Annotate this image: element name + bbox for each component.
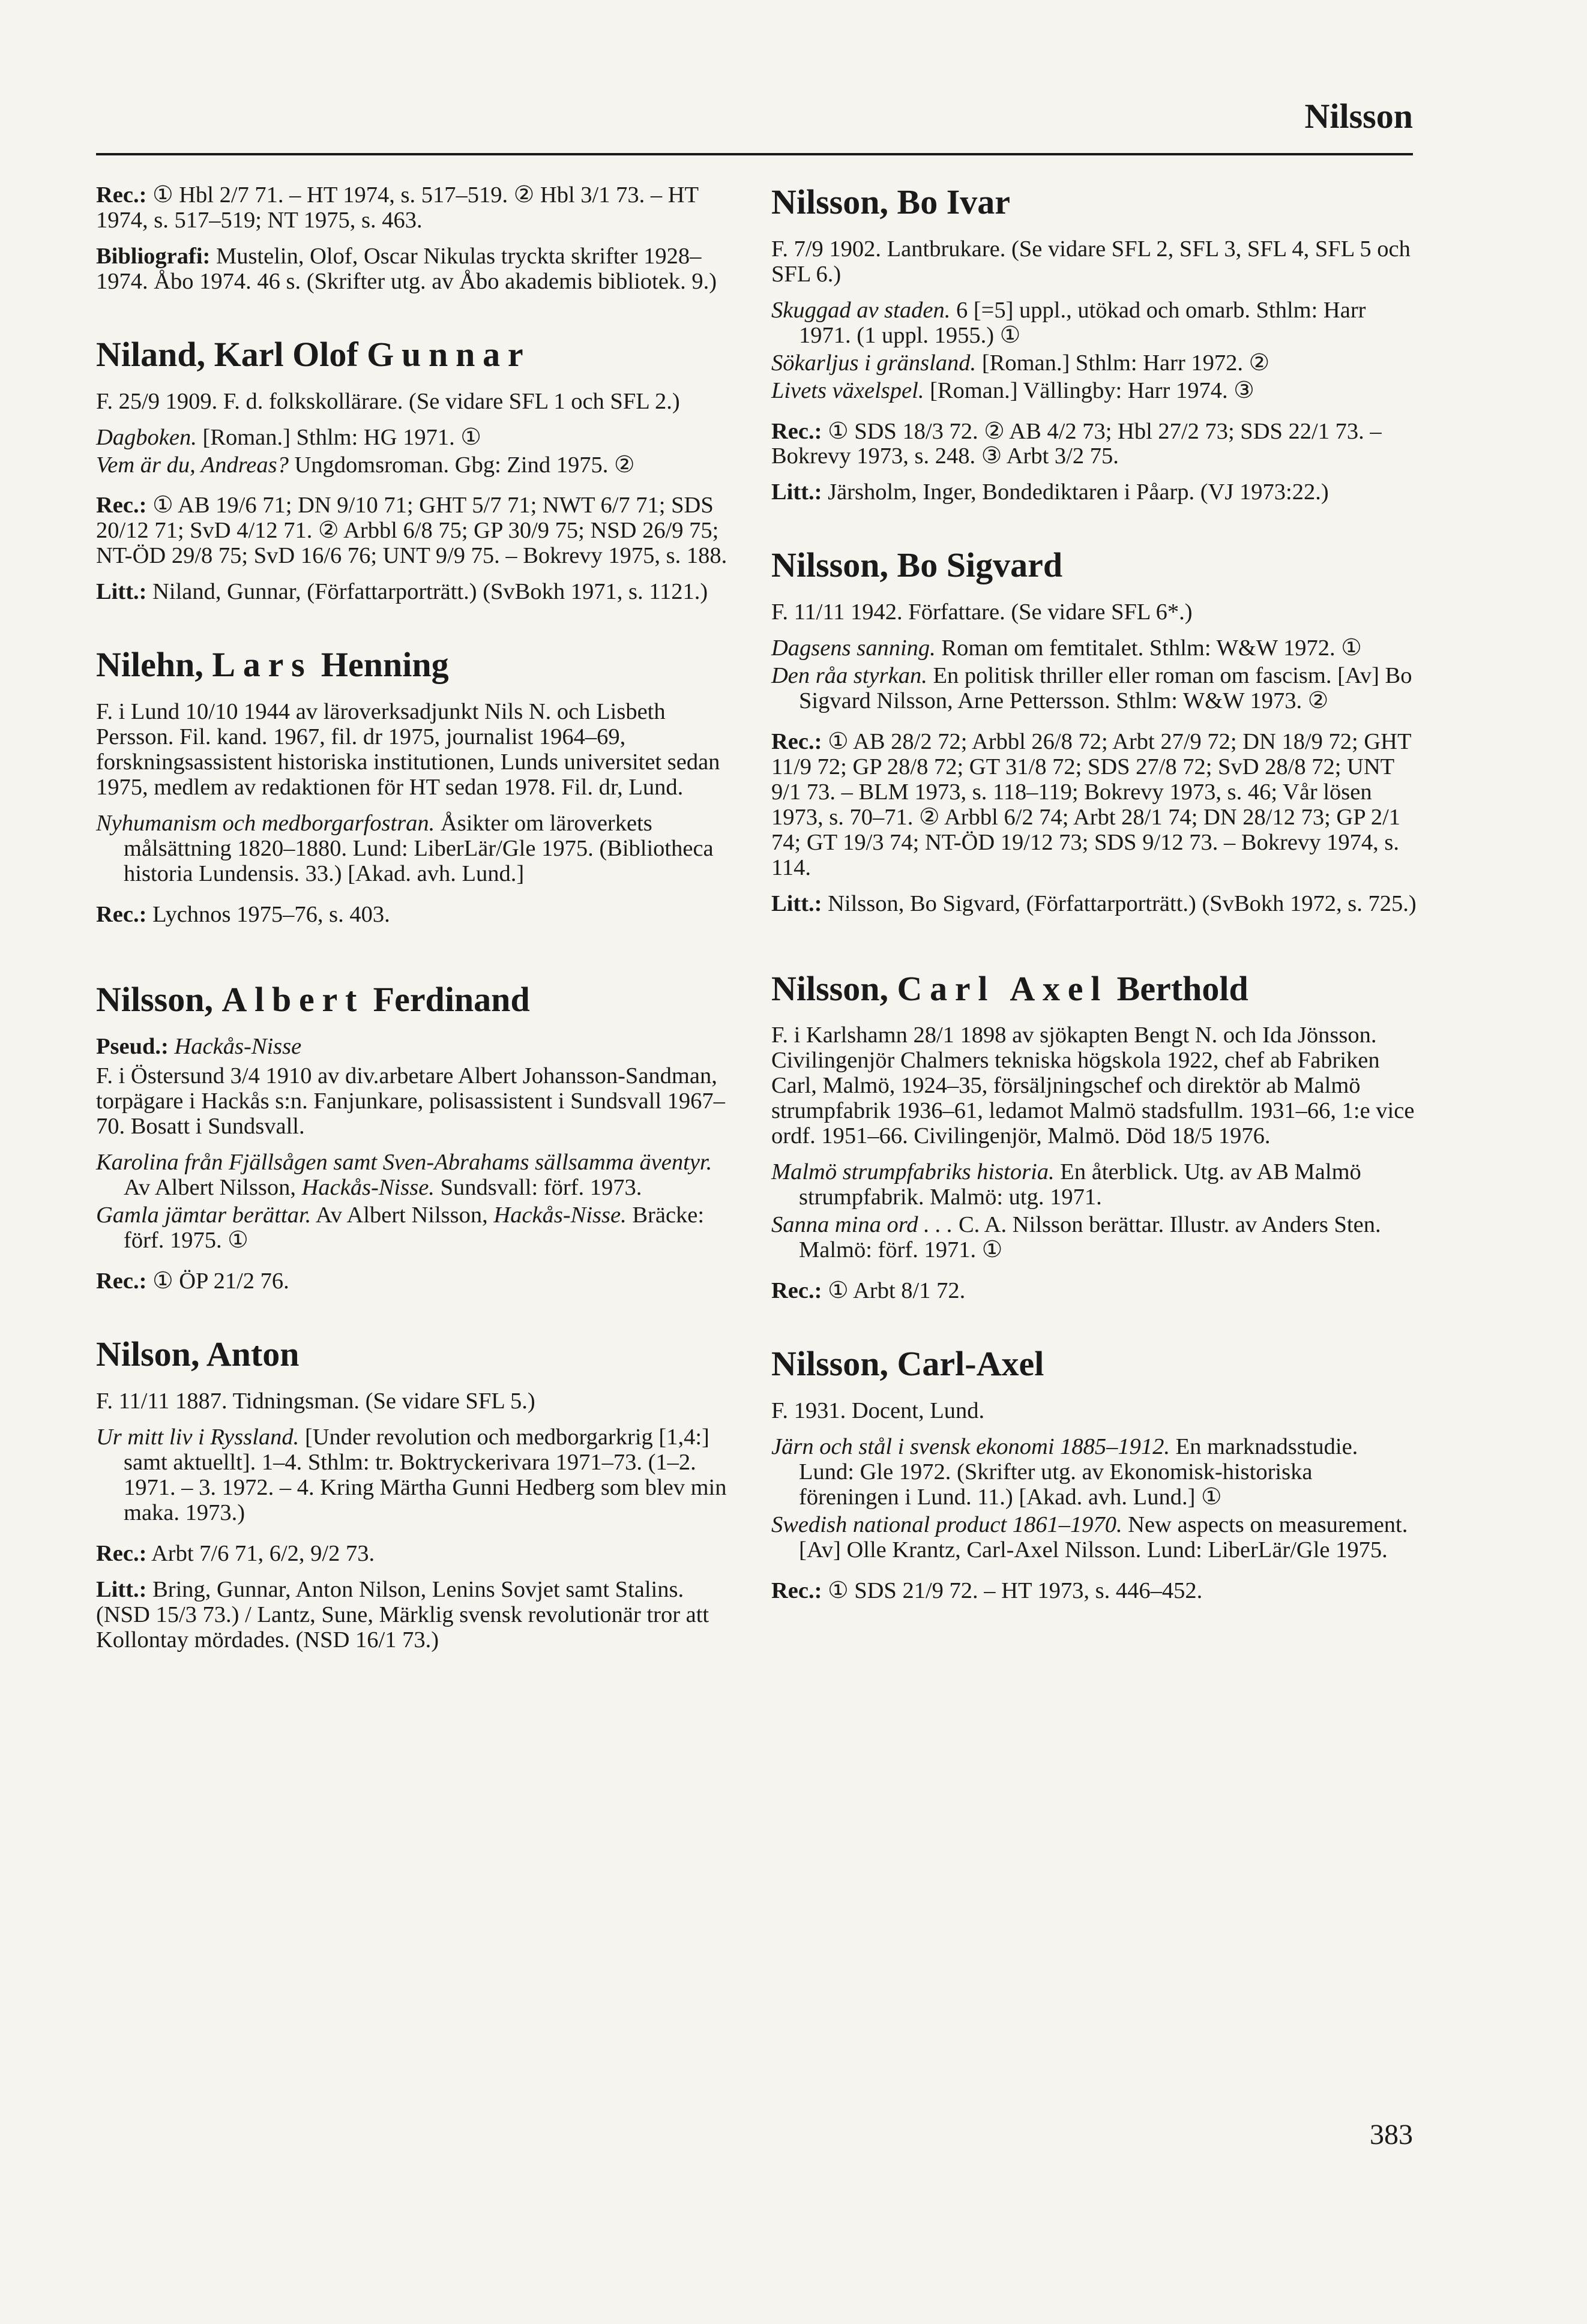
work-item: Sökarljus i gränsland. [Roman.] Sthlm: Harr 1972. ② [771, 350, 1270, 376]
entry-bio: F. i Östersund 3/4 1910 av div.arbetare Albert Johansson-Sandman, torpägare i Hackås s:n. Fanjunkare, polisassistent i Sundsvall 1967–70. Bosatt i Sundsvall. [96, 1063, 725, 1139]
entry-heading-bo-ivar: Nilsson, Bo Ivar [771, 182, 1011, 221]
entry-heading-carl-axel: Nilsson, Carl-Axel [771, 1344, 1044, 1383]
entry-heading-nilehn: Nilehn, Lars Henning [96, 645, 449, 685]
work-item: Gamla jämtar berättar. Av Albert Nilsson, Hackås-Nisse. Bräcke: förf. 1975. ① [96, 1203, 705, 1254]
entry-bio: F. i Lund 10/10 1944 av läroverksadjunkt Nils N. och Lisbeth Persson. Fil. kand. 1967, fil. dr 1975, journalist 1964–69, forskningsassistent historiska institutionen, Lunds universitet sedan 1975, medlem av redaktionen för HT sedan 1978. Fil. dr, Lund. [96, 699, 720, 800]
right-column [771, 183, 1417, 1614]
work-item: Malmö strumpfabriks historia. En återblick. Utg. av AB Malmö strumpfabrik. Malmö: utg. 1971. [771, 1159, 1361, 1210]
entry-heading-niland: Niland, Karl Olof Gunnar [96, 334, 531, 374]
entry-heading-carl-axel-berthold: Nilsson, Carl Axel Berthold [771, 968, 1248, 1008]
entry-heading-bo-sigvard: Nilsson, Bo Sigvard [771, 545, 1063, 585]
entry-reviews: Rec.: ① Arbt 8/1 72. [771, 1278, 966, 1304]
work-item: Den råa styrkan. En politisk thriller eller roman om fascism. [Av] Bo Sigvard Nilsson, Arne Pettersson. Sthlm: W&W 1973. ② [771, 663, 1412, 714]
work-item: Nyhumanism och medborgarfostran. Åsikter om läroverkets målsättning 1820–1880. Lund: LiberLär/Gle 1975. (Bibliotheca historia Lundensis. 33.) [Akad. avh. Lund.] [96, 810, 714, 886]
entry-reviews: Rec.: ① AB 19/6 71; DN 9/10 71; GHT 5/7 71; NWT 6/7 71; SDS 20/12 71; SvD 4/12 71. ② Arbbl 6/8 75; GP 30/9 75; NSD 26/9 75; NT-ÖD 29/8 75; SvD 16/6 76; UNT 9/9 75. – Bokrevy 1975, s. 188. [96, 493, 727, 569]
work-item: Livets växelspel. [Roman.] Vällingby: Harr 1974. ③ [771, 377, 1254, 403]
entry-bio: F. 11/11 1887. Tidningsman. (Se vidare SFL 5.) [96, 1388, 535, 1414]
entry-literature: Litt.: Järsholm, Inger, Bondediktaren i Påarp. (VJ 1973:22.) [771, 479, 1329, 505]
work-item: Sanna mina ord . . . C. A. Nilsson berättar. Illustr. av Anders Sten. Malmö: förf. 1971. ① [771, 1212, 1381, 1263]
running-head: Nilsson [1304, 97, 1413, 136]
work-item: Karolina från Fjällsågen samt Sven-Abrahams sällsamma äventyr. Av Albert Nilsson, Hackås-Nisse. Sundsvall: förf. 1973. [96, 1150, 712, 1201]
entry-literature: Litt.: Niland, Gunnar, (Författarporträtt.) (SvBokh 1971, s. 1121.) [96, 579, 708, 605]
entry-reviews: Rec.: Arbt 7/6 71, 6/2, 9/2 73. [96, 1540, 375, 1566]
entry-reviews: Rec.: Lychnos 1975–76, s. 403. [96, 901, 390, 927]
entry-reviews: Rec.: ① AB 28/2 72; Arbbl 26/8 72; Arbt 27/9 72; DN 18/9 72; GHT 11/9 72; GP 28/8 72; GT 31/8 72; SDS 27/8 72; SvD 28/8 72; UNT 9/1 73. – BLM 1973, s. 118–119; Bokrevy 1973, s. 46; Vår lösen 1973, s. 70–71. ② Arbbl 6/2 74; Arbt 28/1 74; DN 28/12 73; GP 2/1 74; GT 19/3 74; NT-ÖD 19/12 73; SDS 9/12 73. – Bokrevy 1974, s. 114. [771, 728, 1411, 880]
entry-literature: Litt.: Bring, Gunnar, Anton Nilson, Lenins Sovjet samt Stalins. (NSD 15/3 73.) / Lantz, Sune, Märklig svensk revolutionär tror att Kollontay mördades. (NSD 16/1 73.) [96, 1576, 709, 1653]
entry-literature: Litt.: Nilsson, Bo Sigvard, (Författarporträtt.) (SvBokh 1972, s. 725.) [771, 890, 1417, 916]
work-item: Järn och stål i svensk ekonomi 1885–1912. En marknadsstudie. Lund: Gle 1972. (Skrifter utg. av Ekonomisk-historiska föreningen i Lund. 11.) [Akad. avh. Lund.] ① [771, 1434, 1358, 1510]
page-number: 383 [1370, 2119, 1413, 2151]
intro-reviews: Rec.: ① Hbl 2/7 71. – HT 1974, s. 517–519. ② Hbl 3/1 73. – HT 1974, s. 517–519; NT 1975, s. 463. [96, 182, 699, 233]
work-item: Swedish national product 1861–1970. New aspects on measurement. [Av] Olle Krantz, Carl-Axel Nilsson. Lund: LiberLär/Gle 1975. [771, 1512, 1408, 1563]
intro-bibliography: Bibliografi: Mustelin, Olof, Oscar Nikulas tryckta skrifter 1928–1974. Åbo 1974. 46 s. (Skrifter utg. av Åbo akademis bibliotek. 9.) [96, 243, 717, 294]
work-item: Dagsens sanning. Roman om femtitalet. Sthlm: W&W 1972. ① [771, 635, 1362, 661]
work-item: Vem är du, Andreas? Ungdomsroman. Gbg: Zind 1975. ② [96, 452, 635, 478]
left-column [96, 183, 741, 1663]
entry-heading-anton: Nilson, Anton [96, 1335, 300, 1374]
work-item: Dagboken. [Roman.] Sthlm: HG 1971. ① [96, 424, 481, 450]
entry-reviews: Rec.: ① SDS 18/3 72. ② AB 4/2 73; Hbl 27/2 73; SDS 22/1 73. – Bokrevy 1973, s. 248. ③ Arbt 3/2 75. [771, 418, 1382, 469]
entry-bio: F. 25/9 1909. F. d. folkskollärare. (Se vidare SFL 1 och SFL 2.) [96, 388, 680, 414]
entry-heading-albert: Nilsson, Albert Ferdinand [96, 979, 530, 1019]
entry-bio: F. 11/11 1942. Författare. (Se vidare SFL 6*.) [771, 599, 1193, 625]
entry-bio: F. i Karlshamn 28/1 1898 av sjökapten Bengt N. och Ida Jönsson. Civilingenjör Chalmers tekniska högskola 1922, chef ab Fabriken Carl, Malmö, 1924–35, försäljningschef och direktör ab Malmö strumpfabrik 1936–61, ledamot Malmö stadsfullm. 1931–66, 1:e vice ordf. 1951–66. Civilingenjör, Malmö. Död 18/5 1976. [771, 1022, 1415, 1149]
header-rule [96, 153, 1413, 155]
entry-bio: F. 7/9 1902. Lantbrukare. (Se vidare SFL 2, SFL 3, SFL 4, SFL 5 och SFL 6.) [771, 236, 1411, 287]
entry-pseudonym: Pseud.: Hackås-Nisse [96, 1033, 302, 1059]
work-item: Ur mitt liv i Ryssland. [Under revolution och medborgarkrig [1,4:] samt aktuellt]. 1–4. Sthlm: tr. Boktryckerivara 1971–73. (1–2. 1971. – 3. 1972. – 4. Kring Märtha Gunni Hedberg som blev min maka. 1973.) [96, 1424, 727, 1525]
work-item: Skuggad av staden. 6 [=5] uppl., utökad och omarb. Sthlm: Harr 1971. (1 uppl. 1955.) ① [771, 297, 1366, 348]
entry-bio: F. 1931. Docent, Lund. [771, 1398, 985, 1423]
entry-reviews: Rec.: ① ÖP 21/2 76. [96, 1269, 289, 1294]
entry-reviews: Rec.: ① SDS 21/9 72. – HT 1973, s. 446–452. [771, 1578, 1203, 1603]
